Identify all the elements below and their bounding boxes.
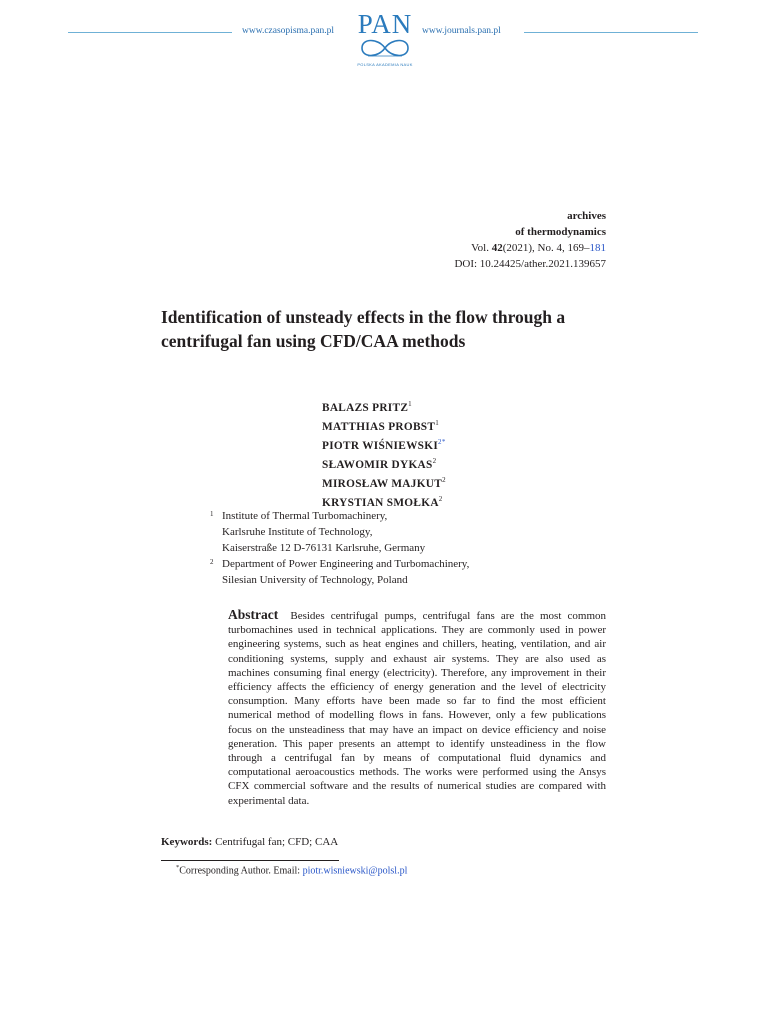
- paper-title: Identification of unsteady effects in the flow through a centrifugal fan using CFD/CAA methods: [161, 307, 566, 351]
- pan-logo: [352, 9, 418, 67]
- pan-logo-subtext: POLSKA AKADEMIA NAUK: [357, 62, 413, 67]
- journal-doi: DOI: 10.24425/ather.2021.139657: [454, 258, 606, 270]
- abstract-heading: Abstract: [228, 607, 279, 622]
- affiliation-1: 1 Institute of Thermal Turbomachinery, Karlsruhe Institute of Technology, Kaiserstraße 12 D-76131 Karlsruhe, Germany: [210, 510, 426, 554]
- footnote: *Corresponding Author. Email: piotr.wisniewski@polsl.pl: [176, 864, 408, 877]
- last-page-link[interactable]: 181: [589, 242, 606, 254]
- author: MIROSŁAW MAJKUT$^2$: [322, 476, 446, 491]
- journal-name-line2: of thermodynamics: [515, 226, 606, 238]
- journal-info: [454, 208, 606, 272]
- abstract-text: Besides centrifugal pumps, centrifugal fans are the most common turbomachines used in technical applications. They are commonly used in power engineering systems, such as heat engines and chillers, heating, ventilation, and air conditioning systems, supply and exhaust air systems. They are also used as machines consuming final energy (electricity). Therefore, any improvement in their efficiency affects the efficiency of energy generation and the level of electricity consumption. Many efforts have been made so far to find the most efficient numerical method of modelling flows in fans. However, only a few publications focus on the unsteadiness that may have an impact on device efficiency and noise generation. This paper presents an attempt to identify unsteadiness in the flow through a centrifugal fan by means of computational fluid dynamics and computational aeroacoustics methods. The works were performed using the Ansys CFX commercial software and the results of numerical studies are compared with experimental data.: [228, 610, 607, 807]
- author: PIOTR $WIŚNIEWSKI^{2*}$: [322, 438, 446, 452]
- keywords: [161, 836, 338, 848]
- author-list: [322, 397, 446, 511]
- author: BALAZS PRITZ$^1$: [322, 400, 412, 414]
- keywords-text: Centrifugal fan; CFD; CAA: [215, 836, 339, 848]
- author: MATTHIAS PROBST$^1$: [322, 419, 440, 433]
- volume-number: 42: [491, 242, 503, 254]
- email-link[interactable]: piotr.wisniewski@polsl.pl: [302, 865, 408, 877]
- author: SŁAWOMIR DYKAS$^2$: [322, 457, 437, 471]
- infinity-icon: [356, 36, 414, 60]
- author: KRYSTIAN SMOŁKA$^2$: [322, 495, 443, 510]
- header-rule-left: [68, 32, 232, 33]
- affiliation-2: 2 Department of Power Engineering and Turbomachinery, Silesian University of Technology, Poland: [210, 558, 470, 586]
- footnote-mark: *: [176, 864, 180, 871]
- header-link-czasopisma[interactable]: www.czasopisma.pan.pl: [242, 26, 334, 36]
- header-rule-right: [524, 32, 698, 33]
- journal-volume: Vol. 42(2021), No. 4, 169–181: [471, 242, 606, 254]
- pan-logo-text: PAN: [357, 9, 413, 39]
- keywords-label: Keywords:: [161, 836, 213, 848]
- abstract: [228, 608, 606, 808]
- header-link-journals[interactable]: www.journals.pan.pl: [422, 26, 501, 36]
- footnote-rule: [161, 860, 339, 861]
- journal-name-line1: archives: [567, 210, 606, 222]
